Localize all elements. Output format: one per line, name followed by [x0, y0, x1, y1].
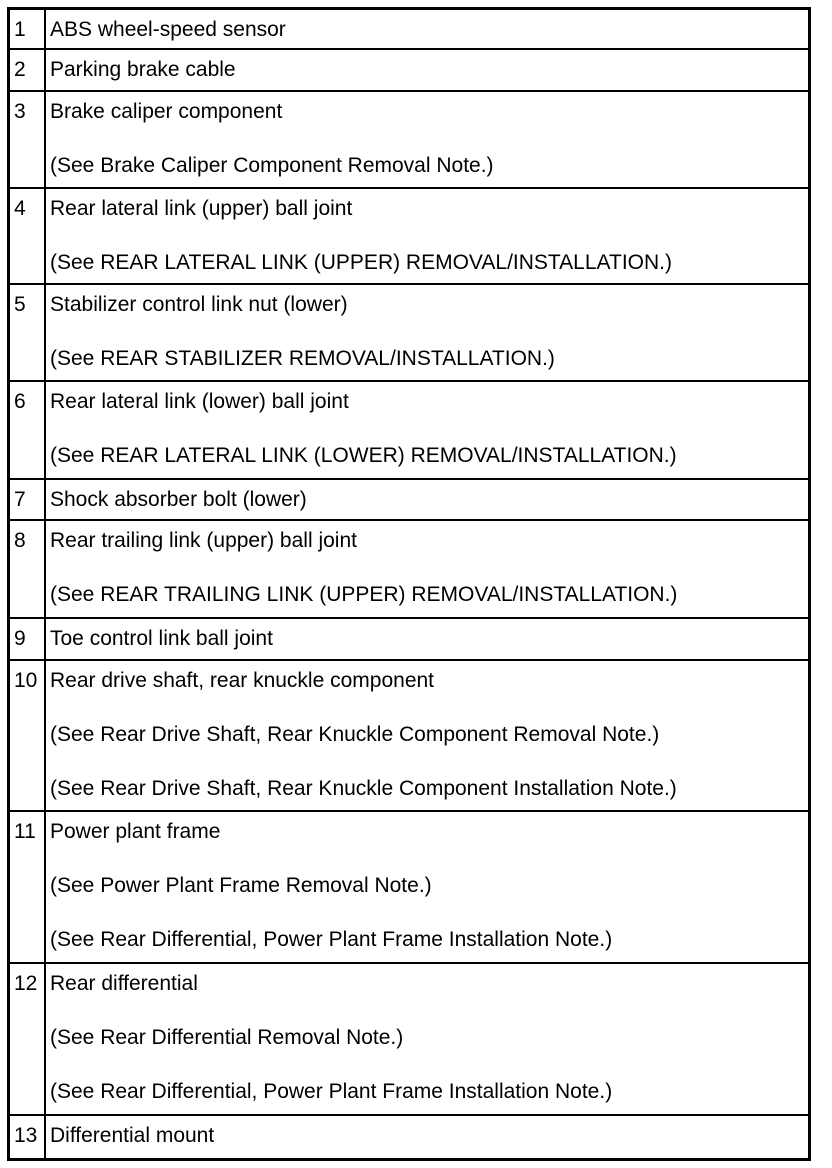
component-name: Rear lateral link (lower) ball joint	[50, 390, 349, 413]
component-name: ABS wheel-speed sensor	[50, 18, 286, 41]
item-description	[46, 619, 808, 659]
item-description	[46, 10, 808, 48]
item-number: 8	[10, 521, 46, 617]
item-description	[46, 50, 808, 90]
reference-note: (See Rear Drive Shaft, Rear Knuckle Component Installation Note.)	[50, 777, 677, 800]
component-name: Toe control link ball joint	[50, 627, 273, 650]
table-row	[10, 964, 808, 1116]
component-name: Rear trailing link (upper) ball joint	[50, 529, 357, 552]
item-number: 9	[10, 619, 46, 659]
table-row	[10, 92, 808, 189]
item-number: 4	[10, 189, 46, 283]
parts-table	[7, 7, 811, 1161]
component-name: Parking brake cable	[50, 58, 236, 81]
item-description	[46, 285, 808, 380]
table-row	[10, 189, 808, 285]
item-description	[46, 661, 808, 810]
item-description	[46, 92, 808, 187]
reference-note: (See REAR LATERAL LINK (LOWER) REMOVAL/INSTALLATION.)	[50, 444, 677, 467]
reference-note: (See REAR LATERAL LINK (UPPER) REMOVAL/INSTALLATION.)	[50, 251, 672, 274]
item-number: 13	[10, 1116, 46, 1160]
reference-note: (See Brake Caliper Component Removal Note.)	[50, 154, 494, 177]
table-row	[10, 661, 808, 812]
reference-note: (See Rear Differential Removal Note.)	[50, 1026, 404, 1049]
table-row	[10, 1116, 808, 1160]
item-description	[46, 964, 808, 1114]
item-number: 2	[10, 50, 46, 90]
table-body	[10, 10, 808, 1160]
item-description	[46, 480, 808, 519]
item-number: 11	[10, 812, 46, 962]
reference-note: (See Rear Differential, Power Plant Frame Installation Note.)	[50, 1080, 613, 1103]
reference-note: (See Rear Drive Shaft, Rear Knuckle Component Removal Note.)	[50, 723, 660, 746]
item-description	[46, 382, 808, 478]
table-row	[10, 285, 808, 382]
item-description	[46, 1116, 808, 1160]
table-row	[10, 619, 808, 661]
table-row	[10, 480, 808, 521]
item-number: 7	[10, 480, 46, 519]
component-name: Power plant frame	[50, 820, 221, 843]
table-row	[10, 50, 808, 92]
table-row	[10, 10, 808, 50]
reference-note: (See Rear Differential, Power Plant Frame Installation Note.)	[50, 928, 613, 951]
item-number: 1	[10, 10, 46, 48]
item-number: 6	[10, 382, 46, 478]
reference-note: (See Power Plant Frame Removal Note.)	[50, 874, 432, 897]
item-description	[46, 521, 808, 617]
reference-note: (See REAR STABILIZER REMOVAL/INSTALLATION.)	[50, 347, 555, 370]
table-row	[10, 521, 808, 619]
item-description	[46, 812, 808, 962]
component-name: Rear differential	[50, 972, 198, 995]
item-description	[46, 189, 808, 283]
item-number: 5	[10, 285, 46, 380]
component-name: Differential mount	[50, 1124, 215, 1147]
item-number: 10	[10, 661, 46, 810]
reference-note: (See REAR TRAILING LINK (UPPER) REMOVAL/INSTALLATION.)	[50, 583, 678, 606]
component-name: Rear lateral link (upper) ball joint	[50, 197, 353, 220]
component-name: Shock absorber bolt (lower)	[50, 488, 307, 511]
item-number: 12	[10, 964, 46, 1114]
component-name: Rear drive shaft, rear knuckle component	[50, 669, 435, 692]
item-number: 3	[10, 92, 46, 187]
table-row	[10, 382, 808, 480]
component-name: Brake caliper component	[50, 100, 283, 123]
component-name: Stabilizer control link nut (lower)	[50, 293, 348, 316]
table-row	[10, 812, 808, 964]
